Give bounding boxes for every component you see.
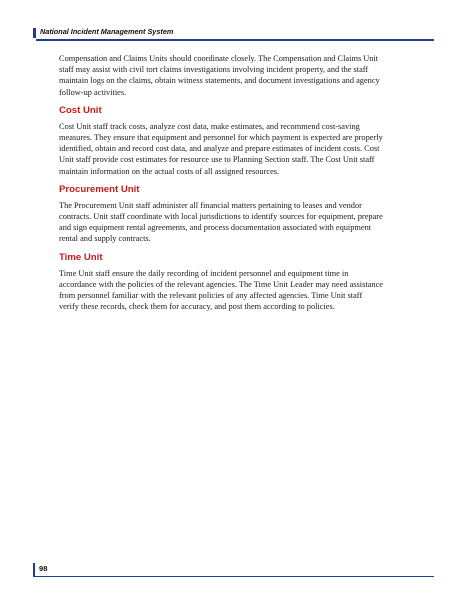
procurement-unit-paragraph (59, 200, 411, 245)
text-line: Cost Unit staff track costs, analyze cost data, make estimates, and recommend cost-saving (59, 121, 360, 131)
text-line: contracts. Unit staff coordinate with local jurisdictions to identify sources for equipment, prepare (59, 212, 383, 222)
text-line: measures. They ensure that equipment and personnel for which payment is expected are properly (59, 133, 383, 143)
footer-rule (35, 576, 434, 577)
cost-unit-paragraph (59, 121, 411, 177)
section-heading-time-unit: Time Unit (59, 251, 103, 263)
section-heading-cost-unit: Cost Unit (59, 104, 102, 116)
text-line: Compensation and Claims Units should coordinate closely. The Compensation and Claims Unit (59, 54, 379, 63)
text-line: maintain logs on the claims, obtain witness statements, and document investigations and agency (59, 76, 380, 86)
text-line: rental and supply contracts. (59, 234, 151, 244)
page-number: 98 (39, 564, 48, 573)
page-content (59, 53, 411, 312)
text-line: and sign equipment rental agreements, and process documentation associated with equipment (59, 223, 372, 233)
footer-bar (33, 563, 35, 577)
time-unit-paragraph (59, 268, 411, 313)
text-line: Unit staff provide cost estimates for resource use to Planning Section staff. The Cost Unit staff (59, 155, 375, 165)
text-line: identified, obtain and record cost data, and analyze and prepare estimates of incident costs. Cost (59, 144, 380, 154)
text-line: The Procurement Unit staff administer all financial matters pertaining to leases and vendor (59, 200, 362, 210)
text-line: staff may assist with civil tort claims investigations involving incident property, and the staff (59, 65, 369, 75)
text-line: verify these records, check them for accuracy, and post them according to policies. (59, 302, 335, 312)
header-rule (36, 39, 434, 41)
header-bar (33, 28, 437, 38)
text-line: accordance with the policies of the relevant agencies. The Time Unit Leader may need assistance (59, 279, 383, 289)
text-line: follow-up activities. (59, 87, 127, 97)
intro-paragraph (59, 53, 411, 98)
text-line: Time Unit staff ensure the daily recording of incident personnel and equipment time in (59, 268, 349, 278)
text-line: from personnel familiar with the relevant policies of any affected agencies. Time Unit staff (59, 291, 363, 301)
running-header: National Incident Management System (40, 27, 174, 36)
section-heading-procurement-unit: Procurement Unit (59, 183, 140, 195)
text-line: maintain information on the actual costs of all assigned resources. (59, 166, 280, 176)
